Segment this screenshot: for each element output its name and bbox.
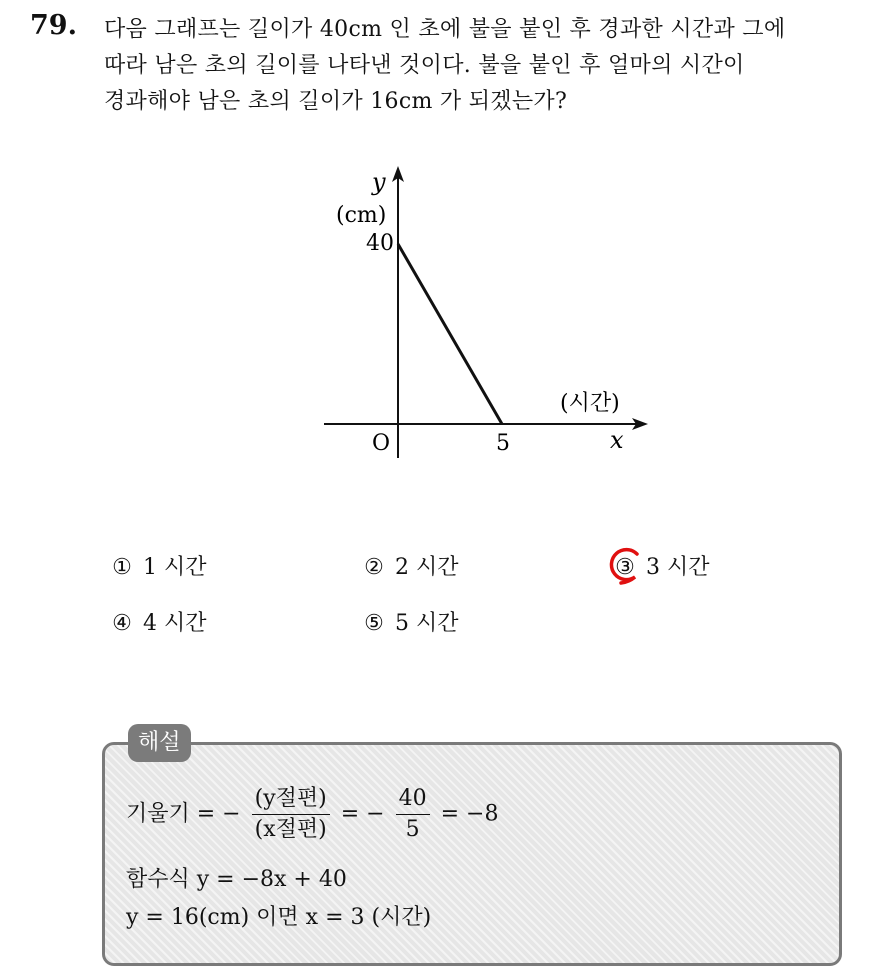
choice-text: 1 시간 (143, 555, 207, 580)
question-line: 다음 그래프는 길이가 40cm 인 초에 불을 붙인 후 경과한 시간과 그에 (104, 17, 786, 42)
choice-mark: ④ (112, 611, 132, 636)
slope-equation (126, 784, 498, 845)
equals-minus: = − (340, 801, 385, 827)
graph-line (398, 244, 502, 424)
choice-4[interactable] (108, 606, 207, 637)
slope-result: = −8 (440, 801, 499, 827)
slope-prefix: 기울기 = − (126, 801, 241, 827)
choice-text: 3 시간 (646, 555, 710, 580)
choice-mark: ① (112, 555, 132, 580)
fraction-numerator: 40 (396, 784, 430, 815)
choice-text: 5 시간 (395, 611, 459, 636)
question-text (104, 12, 874, 120)
question-number: 79. (30, 10, 77, 41)
answer-equation: y = 16(cm) 이면 x = 3 (시간) (126, 905, 432, 930)
y-axis-label: y (372, 168, 386, 196)
x-axis-label: x (610, 426, 624, 454)
choice-text: 2 시간 (395, 555, 459, 580)
choice-mark: ② (364, 555, 384, 580)
fraction-denominator: (x절편) (254, 817, 327, 842)
x-intercept-label: 5 (496, 431, 510, 456)
choice-mark: ③ (615, 555, 635, 580)
choice-2[interactable] (360, 550, 459, 581)
origin-label: O (372, 431, 391, 456)
fraction-numerator: (y절편) (252, 784, 330, 815)
choice-mark: ⑤ (364, 611, 384, 636)
y-intercept-label: 40 (366, 231, 394, 256)
value-fraction (396, 784, 430, 845)
function-equation: 함수식 y = −8x + 40 (126, 867, 347, 892)
question-line: 따라 남은 초의 길이를 나타낸 것이다. 불을 붙인 후 얼마의 시간이 (104, 53, 745, 78)
choice-1[interactable] (108, 550, 207, 581)
answer-circle-mark (605, 546, 645, 586)
fraction-denominator: 5 (405, 817, 420, 842)
time-length-graph (310, 160, 650, 470)
question-line: 경과해야 남은 초의 길이가 16cm 가 되겠는가? (104, 89, 568, 114)
x-unit-label: (시간) (560, 391, 620, 416)
choice-5[interactable] (360, 606, 459, 637)
intercept-fraction (252, 784, 330, 845)
solution-box (102, 742, 842, 966)
solution-tag: 해설 (128, 724, 191, 762)
choice-text: 4 시간 (143, 611, 207, 636)
y-unit-label: (cm) (336, 203, 387, 228)
